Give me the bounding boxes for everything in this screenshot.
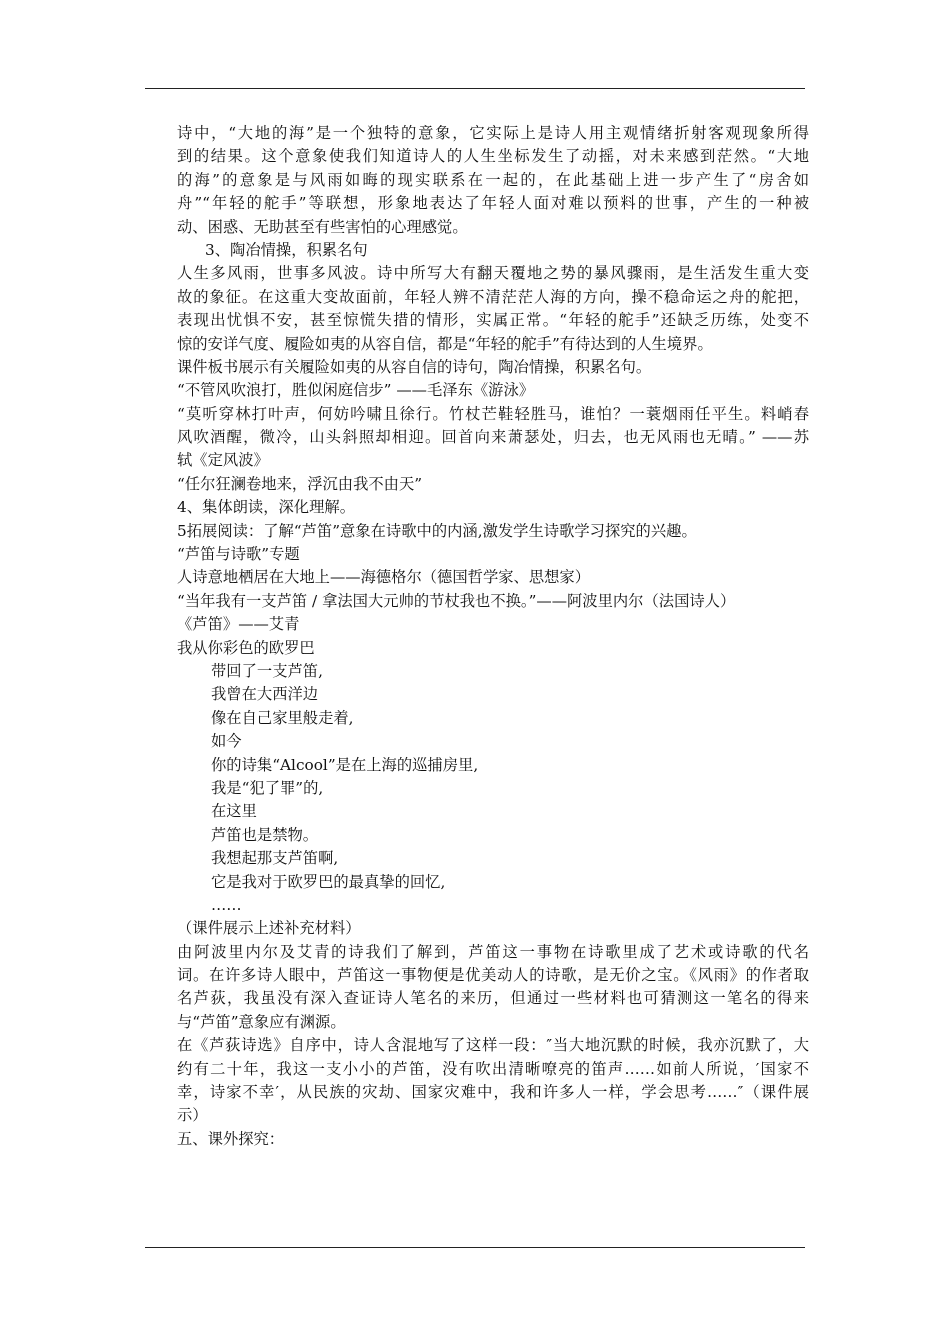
text-line: 五、课外探究：	[177, 1129, 285, 1148]
text-line: 你的诗集“Alcool”是在上海的巡捕房里,	[211, 755, 479, 774]
text-line: 4、集体朗读，深化理解。	[177, 498, 355, 517]
text-line: 风吹酒醒，微冷，山头斜照却相迎。回首向来萧瑟处，归去，也无风雨也无晴。” ——苏	[177, 428, 809, 447]
text-line: 由阿波里内尔及艾青的诗我们了解到，芦笛这一事物在诗歌里成了艺术或诗歌的代名	[177, 942, 809, 961]
text-line: 词。在许多诗人眼中，芦笛这一事物便是优美动人的诗歌，是无价之宝。《风雨》的作者取	[177, 966, 809, 985]
text-line: 约有二十年，我这一支小小的芦笛，没有吹出清晰嘹亮的笛声……如前人所说，′国家不	[177, 1059, 809, 1078]
text-line: 带回了一支芦笛,	[211, 661, 323, 680]
text-line: 幸，诗家不幸′，从民族的灾劫、国家灾难中，我和许多人一样，学会思考……″（课件展	[177, 1083, 809, 1102]
text-line: 诗中，“大地的海”是一个独特的意象，它实际上是诗人用主观情绪折射客观现象所得	[177, 124, 809, 142]
text-line: 动、困惑、无助甚至有些害怕的心理感觉。	[177, 217, 468, 236]
text-line: 惊的安详气度、履险如夷的从容自信，都是“年轻的舵手”有待达到的人生境界。	[177, 334, 713, 353]
text-line: 3、陶冶情操，积累名句	[205, 240, 368, 259]
text-line: 在《芦荻诗选》自序中，诗人含混地写了这样一段：″当大地沉默的时候，我亦沉默了，大	[177, 1036, 809, 1055]
text-line: “任尔狂澜卷地来，浮沉由我不由天”	[177, 474, 423, 493]
text-line: 我是“犯了罪”的,	[211, 778, 324, 797]
text-line: “芦笛与诗歌”专题	[177, 545, 300, 564]
text-line: 的海”的意象是与风雨如晦的现实联系在一起的，在此基础上进一步产生了“房舍如	[177, 170, 809, 189]
text-line: 示）	[177, 1106, 208, 1125]
text-line: 我想起那支芦笛啊,	[211, 849, 339, 868]
text-line: 如今	[211, 732, 242, 751]
footer-rule	[145, 1247, 805, 1248]
text-line: 名芦荻，我虽没有深入查证诗人笔名的来历，但通过一些材料也可猜测这一笔名的得来	[177, 989, 809, 1008]
text-line: 像在自己家里般走着,	[211, 708, 354, 727]
text-line: 舟”“年轻的舵手”等联想，形象地表达了年轻人面对难以预料的世事，产生的一种被	[177, 194, 809, 213]
text-line: 表现出忧惧不安，甚至惊慌失措的情形，实属正常。“年轻的舵手”还缺乏历练，处变不	[177, 311, 809, 330]
text-line: 课件板书展示有关履险如夷的从容自信的诗句，陶冶情操，积累名句。	[177, 357, 652, 376]
text-line: 5拓展阅读：了解“芦笛”意象在诗歌中的内涵,激发学生诗歌学习探究的兴趣。	[177, 521, 697, 540]
text-line: 我从你彩色的欧罗巴	[177, 638, 315, 657]
text-line: 我曾在大西洋边	[211, 685, 319, 704]
text-line: 芦笛也是禁物。	[211, 825, 319, 844]
text-line: “不管风吹浪打，胜似闲庭信步” ——毛泽东《游泳》	[177, 381, 535, 400]
header-rule	[145, 88, 805, 89]
text-line: ……	[211, 895, 242, 914]
text-line: 它是我对于欧罗巴的最真挚的回忆,	[211, 872, 446, 891]
text-line: “莫听穿林打叶声，何妨吟啸且徐行。竹杖芒鞋轻胜马，谁怕？一蓑烟雨任平生。料峭春	[177, 404, 809, 423]
text-line: 人诗意地栖居在大地上——海德格尔（德国哲学家、思想家）	[177, 568, 591, 587]
text-line: （课件展示上述补充材料）	[177, 919, 361, 938]
text-line: 人生多风雨，世事多风波。诗中所写大有翻天覆地之势的暴风骤雨，是生活发生重大变	[177, 264, 809, 283]
document-body	[177, 122, 809, 1151]
text-line: 轼《定风波》	[177, 451, 269, 470]
text-line: 《芦笛》——艾青	[177, 615, 300, 634]
text-line: 在这里	[211, 802, 257, 821]
text-line: 到的结果。这个意象使我们知道诗人的人生坐标发生了动摇，对未来感到茫然。“大地	[177, 147, 809, 166]
text-line: “当年我有一支芦笛 / 拿法国大元帅的节杖我也不换。”——阿波里内尔（法国诗人）	[177, 591, 736, 610]
text-line: 与“芦笛”意象应有渊源。	[177, 1012, 346, 1031]
text-line: 故的象征。在这重大变故面前，年轻人辨不清茫茫人海的方向，操不稳命运之舟的舵把，	[177, 287, 809, 306]
